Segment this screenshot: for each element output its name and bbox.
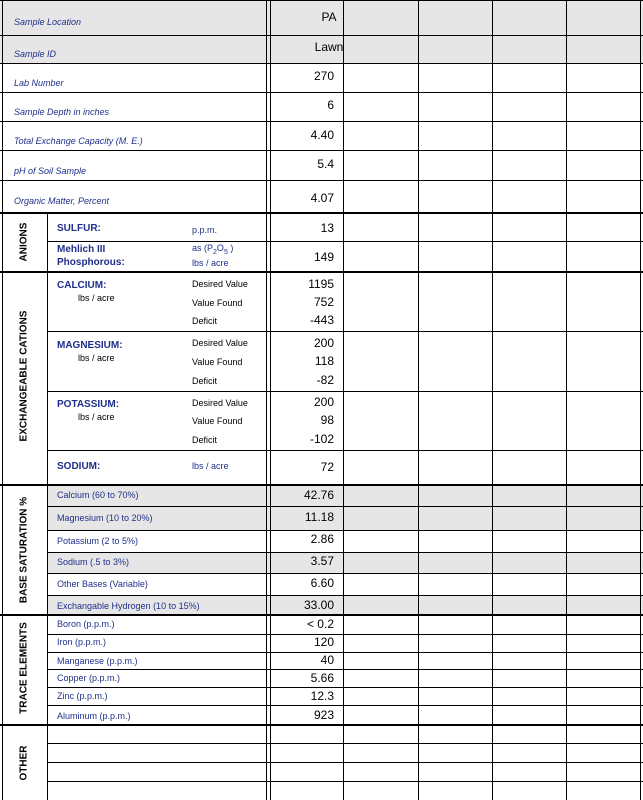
grid-line — [48, 552, 643, 553]
magnesium-deficit-label: Deficit — [192, 376, 218, 386]
sulfur-value: 13 — [320, 221, 334, 235]
exchange-capacity-value: 4.40 — [310, 128, 334, 142]
grid-line — [48, 762, 643, 763]
grid-line — [48, 669, 643, 670]
grid-line — [48, 781, 643, 782]
trace-aluminum-label: Aluminum (p.p.m.) — [57, 711, 131, 721]
phosphorous-name-line2: Phosphorous: — [57, 257, 125, 268]
lab-number-value: 270 — [313, 69, 334, 83]
ph-label: pH of Soil Sample — [14, 166, 87, 176]
grid-line — [48, 652, 643, 653]
base-hydrogen-label: Exchangable Hydrogen (10 to 15%) — [57, 601, 200, 611]
grid-line — [0, 63, 643, 64]
potassium-name: POTASSIUM: — [57, 399, 120, 410]
grid-line — [48, 705, 643, 706]
base-other-value: 6.60 — [310, 576, 334, 590]
base-sodium-label: Sodium (.5 to 3%) — [57, 557, 130, 567]
grid-line — [48, 573, 643, 574]
calcium-deficit-label: Deficit — [192, 316, 218, 326]
trace-boron-label: Boron (p.p.m.) — [57, 619, 115, 629]
grid-line — [0, 0, 643, 1]
trace-aluminum-value: 923 — [313, 708, 334, 722]
base-hydrogen-value: 33.00 — [303, 598, 334, 612]
base-magnesium-value: 11.18 — [304, 510, 334, 524]
base-potassium-label: Potassium (2 to 5%) — [57, 536, 139, 546]
organic-matter-value: 4.07 — [310, 191, 334, 205]
trace-boron-value: < 0.2 — [306, 617, 334, 631]
grid-line — [0, 271, 643, 273]
phosphorous-unit-line1: as ($P_2O_5$ ) — [192, 243, 234, 256]
trace-zinc-label: Zinc (p.p.m.) — [57, 691, 108, 701]
grid-line — [48, 595, 643, 596]
base-potassium-value: 2.86 — [310, 532, 334, 546]
trace-copper-value: 5.66 — [310, 671, 334, 685]
ph-value: 5.4 — [317, 157, 334, 171]
potassium-unit: lbs / acre — [78, 412, 115, 422]
sample-id-label: Sample ID — [14, 49, 57, 59]
sodium-unit: lbs / acre — [192, 461, 229, 471]
base-calcium-value: 42.76 — [303, 488, 334, 502]
shade-base-sodium — [48, 552, 643, 573]
magnesium-name: MAGNESIUM: — [57, 340, 123, 351]
trace-manganese-value: 40 — [320, 653, 334, 667]
grid-line — [0, 614, 643, 616]
potassium-desired-label: Desired Value — [192, 398, 248, 408]
grid-line — [0, 180, 643, 181]
grid-line — [48, 391, 643, 392]
section-trace-elements: TRACE ELEMENTS — [18, 622, 30, 714]
grid-line — [2, 0, 3, 800]
trace-copper-label: Copper (p.p.m.) — [57, 673, 121, 683]
calcium-found-label: Value Found — [192, 298, 243, 308]
grid-line — [0, 150, 643, 151]
magnesium-deficit-value: -82 — [316, 373, 334, 387]
calcium-unit: lbs / acre — [78, 293, 115, 303]
grid-line — [418, 0, 419, 800]
sulfur-unit: p.p.m. — [192, 225, 218, 235]
grid-line — [48, 687, 643, 688]
base-magnesium-label: Magnesium (10 to 20%) — [57, 513, 153, 523]
grid-line — [492, 0, 493, 800]
base-sodium-value: 3.57 — [310, 554, 334, 568]
magnesium-unit: lbs / acre — [78, 353, 115, 363]
grid-line — [566, 0, 567, 800]
potassium-found-value: 98 — [320, 413, 334, 427]
grid-line — [0, 484, 643, 486]
trace-iron-value: 120 — [313, 635, 334, 649]
sulfur-name: SULFUR: — [57, 223, 101, 234]
grid-line — [0, 121, 643, 122]
magnesium-desired-value: 200 — [313, 336, 334, 350]
sample-depth-label: Sample Depth in inches — [14, 107, 110, 117]
section-anions: ANIONS — [18, 222, 30, 262]
potassium-found-label: Value Found — [192, 416, 243, 426]
grid-line — [640, 0, 641, 800]
grid-line — [0, 92, 643, 93]
base-other-label: Other Bases (Variable) — [57, 579, 148, 589]
magnesium-found-label: Value Found — [192, 357, 243, 367]
potassium-deficit-label: Deficit — [192, 435, 218, 445]
sample-location-value: PA — [321, 10, 337, 24]
grid-line — [48, 331, 643, 332]
trace-zinc-value: 12.3 — [310, 689, 334, 703]
calcium-desired-value: 1195 — [308, 277, 334, 291]
magnesium-desired-label: Desired Value — [192, 338, 248, 348]
trace-manganese-label: Manganese (p.p.m.) — [57, 656, 138, 666]
organic-matter-label: Organic Matter, Percent — [14, 196, 110, 206]
potassium-deficit-value: -102 — [309, 432, 334, 446]
grid-line — [48, 450, 643, 451]
grid-line — [343, 0, 344, 800]
calcium-name: CALCIUM: — [57, 280, 107, 291]
grid-line — [0, 724, 643, 726]
sodium-value: 72 — [320, 460, 334, 474]
sample-depth-value: 6 — [327, 98, 334, 112]
grid-line — [0, 35, 643, 36]
calcium-desired-label: Desired Value — [192, 279, 248, 289]
section-other: OTHER — [18, 745, 30, 781]
potassium-desired-value: 200 — [313, 395, 334, 409]
grid-line — [48, 506, 643, 507]
section-base-saturation: BASE SATURATION % — [18, 496, 30, 604]
section-exchangeable-cations: EXCHANGEABLE CATIONS — [18, 310, 30, 442]
sample-location-label: Sample Location — [14, 17, 82, 27]
grid-line — [48, 530, 643, 531]
calcium-deficit-value: -443 — [309, 313, 334, 327]
grid-line — [48, 743, 643, 744]
lab-number-label: Lab Number — [14, 78, 64, 88]
grid-line — [48, 634, 643, 635]
phosphorous-unit-line2: lbs / acre — [192, 258, 229, 268]
phosphorous-value: 149 — [313, 250, 334, 264]
phosphorous-name-line1: Mehlich III — [57, 244, 106, 255]
trace-iron-label: Iron (p.p.m.) — [57, 637, 107, 647]
sodium-name: SODIUM: — [57, 461, 101, 472]
grid-line — [0, 212, 643, 214]
base-calcium-label: Calcium (60 to 70%) — [57, 490, 139, 500]
calcium-found-value: 752 — [313, 295, 334, 309]
magnesium-found-value: 118 — [314, 354, 334, 368]
exchange-capacity-label: Total Exchange Capacity (M. E.) — [14, 136, 143, 146]
grid-line — [48, 241, 643, 242]
grid-line — [266, 0, 267, 800]
sample-id-value: Lawn — [314, 40, 344, 54]
